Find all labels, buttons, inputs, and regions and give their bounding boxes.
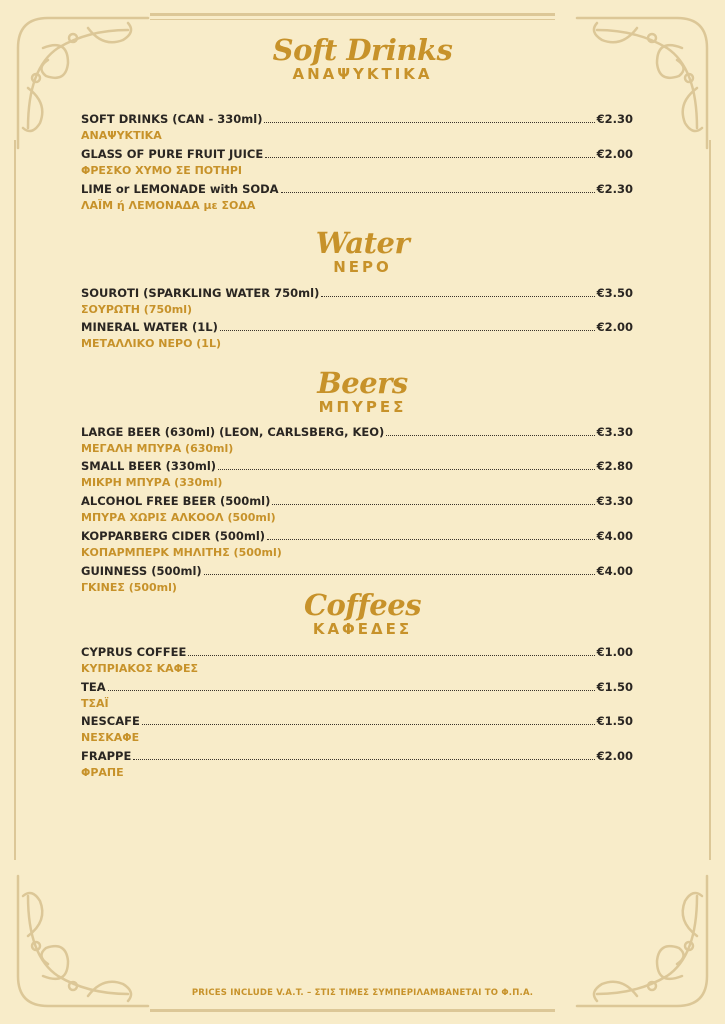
dot-leader <box>133 759 594 760</box>
item-name: TEA <box>81 680 106 694</box>
item-greek-name: ΚΥΠΡΙΑΚΟΣ ΚΑΦΕΣ <box>81 662 198 675</box>
item-price: €2.00 <box>596 320 633 334</box>
item-greek-name: ΝΕΣΚΑΦΕ <box>81 731 140 744</box>
item-price: €2.80 <box>596 459 633 473</box>
section-subtitle: ΑΝΑΨΥΚΤΙΚΑ <box>292 65 433 83</box>
menu-item <box>81 182 633 213</box>
menu-item <box>81 645 633 676</box>
item-name: GLASS OF PURE FRUIT JUICE <box>81 147 264 161</box>
menu-item <box>81 286 633 317</box>
item-greek-name: ΑΝΑΨΥΚΤΙΚΑ <box>81 129 162 142</box>
dot-leader <box>108 690 595 691</box>
section-title: Coffees <box>303 588 422 622</box>
dot-leader <box>321 296 594 297</box>
item-price: €3.50 <box>596 286 633 300</box>
item-greek-name: ΜΠΥΡΑ ΧΩΡΙΣ ΑΛΚΟΟΛ (500ml) <box>81 511 276 524</box>
dot-leader <box>267 539 595 540</box>
item-greek-name: ΓΚΙΝΕΣ (500ml) <box>81 581 177 594</box>
section-header-water <box>0 228 725 276</box>
item-price: €1.00 <box>596 645 633 659</box>
item-price: €3.30 <box>596 425 633 439</box>
dot-leader <box>142 724 595 725</box>
item-price: €2.30 <box>596 112 633 126</box>
menu-item <box>81 459 633 490</box>
section-header-beers <box>0 368 725 416</box>
dot-leader <box>188 655 594 656</box>
item-price: €1.50 <box>596 714 633 728</box>
menu-item <box>81 749 633 780</box>
menu-item <box>81 112 633 143</box>
section-title: Water <box>315 226 410 260</box>
item-greek-name: ΚΟΠΑΡΜΠΕΡΚ ΜΗΛΙΤΗΣ (500ml) <box>81 546 282 559</box>
dot-leader <box>272 504 594 505</box>
item-greek-name: ΜΕΤΑΛΛΙΚΟ ΝΕΡΟ (1L) <box>81 337 221 350</box>
section-subtitle: ΜΠΥΡΕΣ <box>318 398 407 416</box>
frame-top-line <box>150 13 555 16</box>
dot-leader <box>281 192 595 193</box>
item-price: €3.30 <box>596 494 633 508</box>
item-name: LARGE BEER (630ml) (LEON, CARLSBERG, KEO) <box>81 425 385 439</box>
item-price: €2.00 <box>596 147 633 161</box>
dot-leader <box>220 330 595 331</box>
menu-item <box>81 320 633 351</box>
menu-item <box>81 714 633 745</box>
item-name: SOFT DRINKS (CAN - 330ml) <box>81 112 263 126</box>
section-subtitle: ΝΕΡΟ <box>333 258 392 276</box>
section-title: Soft Drinks <box>272 33 453 67</box>
vat-footer-note: PRICES INCLUDE V.A.T. – ΣΤΙΣ ΤΙΜΕΣ ΣΥΜΠΕΡΙΛΑΜΒΑΝΕΤΑΙ ΤΟ Φ.Π.Α. <box>191 988 534 998</box>
dot-leader <box>264 122 594 123</box>
item-greek-name: ΛΑΪΜ ή ΛΕΜΟΝΑΔΑ με ΣΟΔΑ <box>81 199 256 212</box>
item-name: SOUROTI (SPARKLING WATER 750ml) <box>81 286 320 300</box>
section-header-coffees <box>0 590 725 638</box>
item-greek-name: ΦΡΕΣΚΟ ΧΥΜΟ ΣΕ ΠΟΤΗΡΙ <box>81 164 242 177</box>
menu-item <box>81 425 633 456</box>
item-price: €4.00 <box>596 564 633 578</box>
item-name: FRAPPE <box>81 749 132 763</box>
item-greek-name: ΣΟΥΡΩΤΗ (750ml) <box>81 303 193 316</box>
menu-item <box>81 529 633 560</box>
dot-leader <box>386 435 594 436</box>
menu-item <box>81 147 633 178</box>
item-name: GUINNESS (500ml) <box>81 564 202 578</box>
section-subtitle: ΚΑΦΕΔΕΣ <box>312 620 413 638</box>
item-name: NESCAFE <box>81 714 140 728</box>
section-title: Beers <box>317 366 408 400</box>
item-greek-name: ΜΕΓΑΛΗ ΜΠΥΡΑ (630ml) <box>81 442 234 455</box>
menu-item <box>81 680 633 711</box>
dot-leader <box>204 574 595 575</box>
item-price: €1.50 <box>596 680 633 694</box>
item-greek-name: ΜΙΚΡΗ ΜΠΥΡΑ (330ml) <box>81 476 223 489</box>
dot-leader <box>218 469 595 470</box>
item-greek-name: ΦΡΑΠΕ <box>81 766 124 779</box>
item-price: €2.00 <box>596 749 633 763</box>
item-name: LIME or LEMONADE with SODA <box>81 182 279 196</box>
item-name: MINERAL WATER (1L) <box>81 320 218 334</box>
item-price: €4.00 <box>596 529 633 543</box>
dot-leader <box>265 157 594 158</box>
item-greek-name: ΤΣΑΪ <box>81 697 109 710</box>
frame-top-line-inner <box>150 19 555 20</box>
item-name: KOPPARBERG CIDER (500ml) <box>81 529 266 543</box>
item-name: ALCOHOL FREE BEER (500ml) <box>81 494 271 508</box>
item-price: €2.30 <box>596 182 633 196</box>
item-name: SMALL BEER (330ml) <box>81 459 217 473</box>
section-header-soft-drinks <box>0 35 725 83</box>
item-name: CYPRUS COFFEE <box>81 645 187 659</box>
frame-bottom-line <box>150 1009 555 1012</box>
menu-item <box>81 494 633 525</box>
